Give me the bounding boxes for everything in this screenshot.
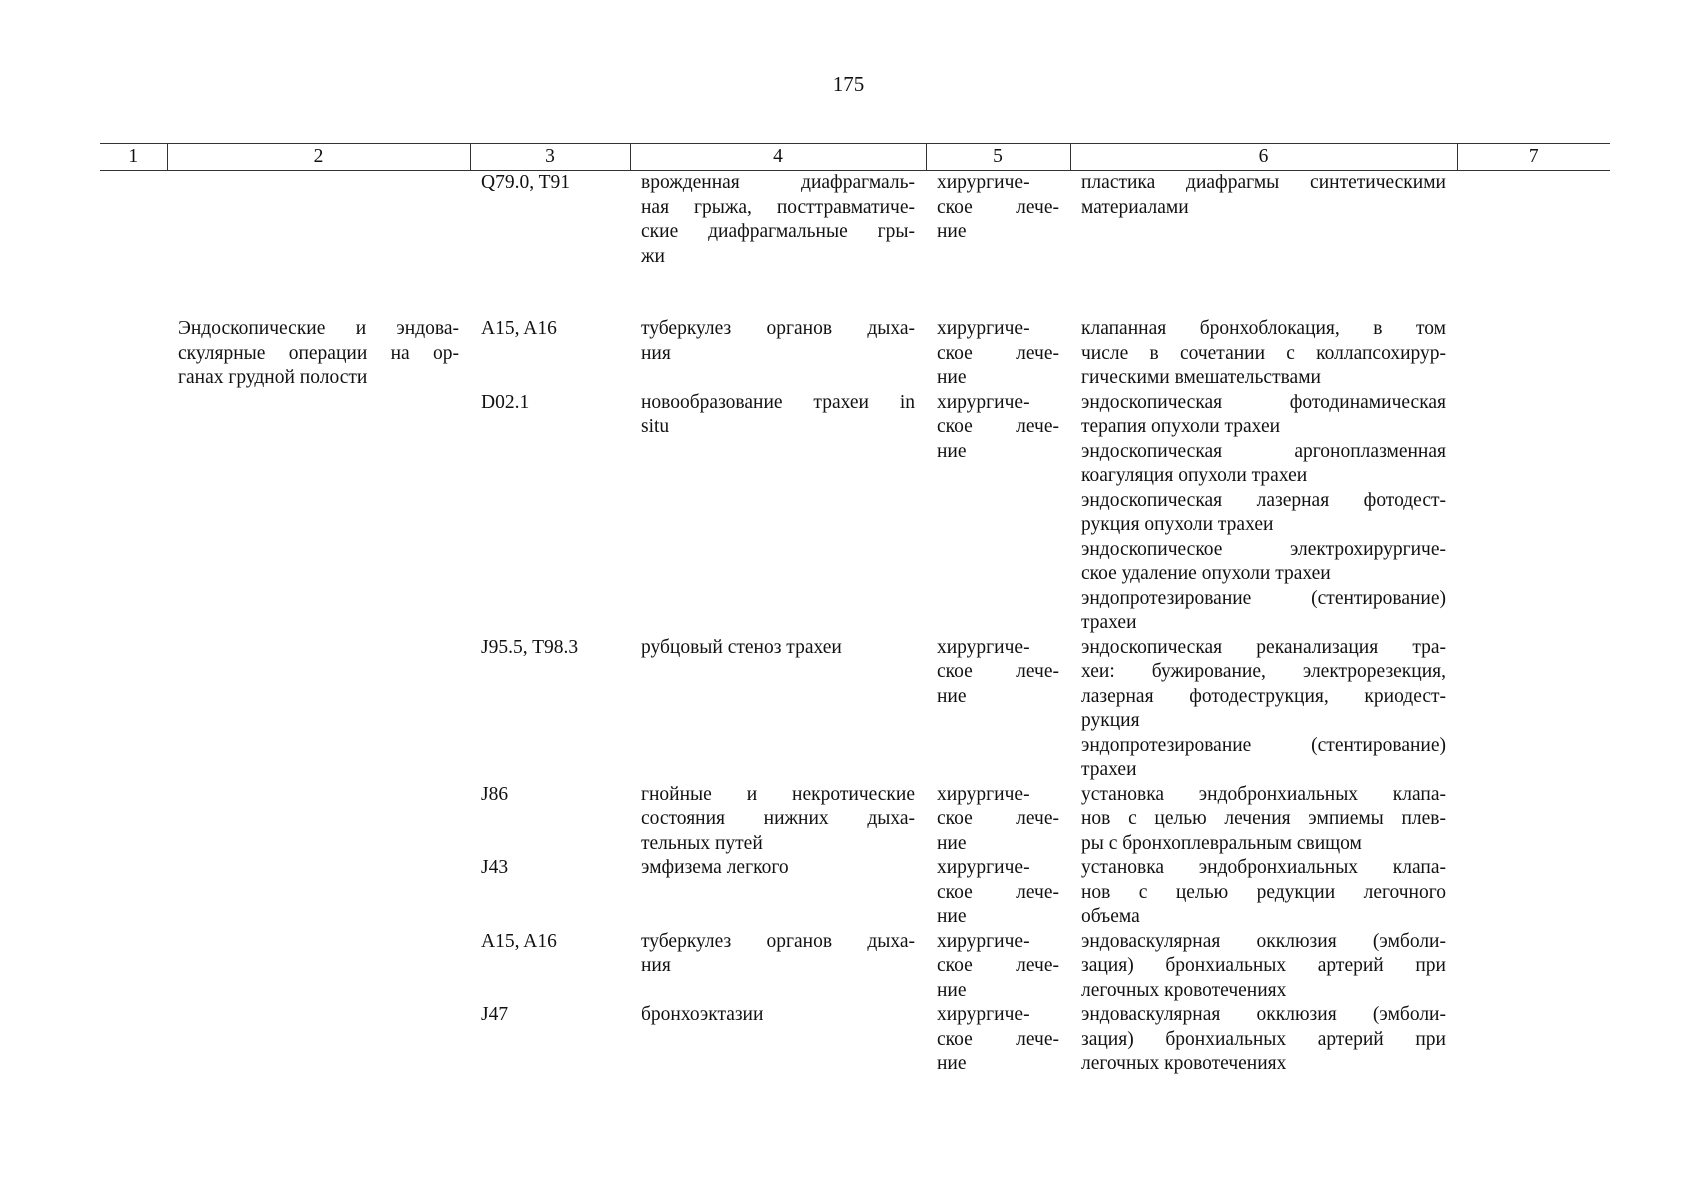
treatment-type-cell [926, 171, 1070, 270]
method-line: трахеи [1081, 612, 1137, 633]
method-line: легочных кровотечениях [1081, 979, 1287, 1001]
method-line: нов с целью редукции легочного [1081, 881, 1446, 903]
diagnosis-line: situ [641, 416, 670, 437]
diagnosis-line: ная грыжа, посттравматиче- [641, 196, 915, 218]
method-cell [1070, 636, 1457, 783]
method-line: рукция [1081, 710, 1140, 731]
num-cell [100, 317, 167, 391]
column-header: 2 [167, 144, 470, 171]
table-row [100, 171, 1610, 270]
diagnosis-line: новообразование трахеи in [641, 391, 915, 413]
treatment-line: ние [937, 906, 967, 927]
method-line: легочных кровотечениях [1081, 1053, 1287, 1074]
diagnosis-line: ния [641, 342, 671, 364]
treatment-line: хирургиче- [937, 857, 1030, 878]
method-line: пластика диафрагмы синтетическими [1081, 172, 1446, 193]
treatment-line: ское лече- [937, 342, 1059, 364]
method-line: трахеи [1081, 759, 1137, 780]
icd-code: A15, A16 [481, 930, 557, 952]
method-line: нов с целью лечения эмпиемы плев- [1081, 808, 1446, 829]
column-header: 6 [1070, 144, 1457, 171]
cost-cell [1457, 856, 1610, 930]
treatment-line: хирургиче- [937, 391, 1030, 413]
medical-care-table [100, 143, 1610, 1077]
treatment-line: ние [937, 367, 967, 388]
column-header: 3 [470, 144, 630, 171]
diagnosis-cell [630, 1003, 926, 1077]
method-line: объема [1081, 906, 1140, 927]
diagnosis-line: ния [641, 955, 671, 976]
method-line: коагуляция опухоли трахеи [1081, 465, 1308, 486]
treatment-line: ние [937, 832, 967, 854]
icd-code: D02.1 [481, 391, 530, 413]
icd-code: J95.5, T98.3 [481, 636, 579, 658]
method-line: числе в сочетании с коллапсохирур- [1081, 342, 1446, 364]
icd-code: J47 [481, 1004, 509, 1025]
cost-cell [1457, 391, 1610, 636]
diagnosis-line: рубцовый стеноз трахеи [641, 636, 842, 658]
cost-cell [1457, 1003, 1610, 1077]
treatment-line: ние [937, 221, 967, 242]
treatment-line: хирургиче- [937, 930, 1030, 952]
method-line: хеи: бужирование, электрорезекция, [1081, 661, 1446, 682]
num-cell [100, 930, 167, 1004]
icd-code: A15, A16 [481, 318, 557, 339]
method-cell [1070, 930, 1457, 1004]
diagnosis-cell [630, 317, 926, 391]
cost-cell [1457, 783, 1610, 857]
method-line: установка эндобронхиальных клапа- [1081, 857, 1446, 878]
diagnosis-cell [630, 856, 926, 930]
diagnosis-line: туберкулез органов дыха- [641, 318, 915, 339]
spacer-row [100, 269, 1610, 317]
diagnosis-cell [630, 391, 926, 636]
treatment-line: ние [937, 979, 967, 1001]
diagnosis-cell [630, 930, 926, 1004]
diagnosis-line: бронхоэктазии [641, 1004, 764, 1025]
column-header: 1 [100, 144, 167, 171]
section-cell [167, 317, 470, 1077]
diagnosis-line: жи [641, 245, 665, 267]
method-line: терапия опухоли трахеи [1081, 416, 1281, 437]
num-cell [100, 856, 167, 930]
icd-code: J43 [481, 857, 509, 878]
method-line: лазерная фотодеструкция, криодест- [1081, 685, 1446, 707]
diagnosis-line: состояния нижних дыха- [641, 808, 915, 829]
cost-cell [1457, 636, 1610, 783]
method-line: рукция опухоли трахеи [1081, 514, 1274, 535]
num-cell [100, 171, 167, 270]
method-line: эндоскопическая лазерная фотодест- [1081, 489, 1446, 511]
diagnosis-cell [630, 636, 926, 783]
treatment-type-cell [926, 1003, 1070, 1077]
diagnosis-cell [630, 783, 926, 857]
section-cell [167, 171, 470, 270]
method-line: эндоскопическая аргоноплазменная [1081, 440, 1446, 462]
method-cell [1070, 1003, 1457, 1077]
diagnosis-line: ские диафрагмальные гры- [641, 221, 915, 242]
method-line: эндоскопическая реканализация тра- [1081, 636, 1446, 658]
cost-cell [1457, 317, 1610, 391]
diagnosis-cell [630, 171, 926, 270]
num-cell [100, 1003, 167, 1077]
treatment-line: хирургиче- [937, 172, 1030, 193]
treatment-line: ское лече- [937, 416, 1059, 437]
treatment-line: хирургиче- [937, 1004, 1030, 1025]
diagnosis-line: гнойные и некротические [641, 783, 915, 805]
table-row [100, 317, 1610, 391]
treatment-line: ние [937, 1053, 967, 1074]
method-cell [1070, 171, 1457, 270]
diagnosis-line: врожденная диафрагмаль- [641, 172, 915, 193]
treatment-line: ское лече- [937, 955, 1059, 976]
page-number: 175 [832, 72, 865, 96]
method-cell [1070, 856, 1457, 930]
method-line: эндоскопическая фотодинамическая [1081, 391, 1446, 413]
method-line: клапанная бронхоблокация, в том [1081, 318, 1446, 339]
treatment-type-cell [926, 930, 1070, 1004]
method-line: ское удаление опухоли трахеи [1081, 563, 1331, 584]
section-title-line: Эндоскопические и эндова- [178, 318, 459, 339]
column-header: 4 [630, 144, 926, 171]
icd-code: J86 [481, 783, 509, 805]
method-cell [1070, 783, 1457, 857]
treatment-line: ское лече- [937, 661, 1059, 682]
num-cell [100, 636, 167, 783]
treatment-line: ское лече- [937, 196, 1059, 218]
treatment-line: ние [937, 440, 967, 462]
method-line: эндопротезирование (стентирование) [1081, 734, 1446, 756]
cost-cell [1457, 171, 1610, 270]
method-line: гическими вмешательствами [1081, 367, 1321, 388]
treatment-type-cell [926, 783, 1070, 857]
treatment-line: ское лече- [937, 881, 1059, 903]
diagnosis-line: туберкулез органов дыха- [641, 930, 915, 952]
section-title-line: скулярные операции на ор- [178, 342, 459, 364]
treatment-line: ское лече- [937, 1028, 1059, 1050]
num-cell [100, 391, 167, 636]
diagnosis-line: эмфизема легкого [641, 857, 789, 878]
treatment-type-cell [926, 391, 1070, 636]
treatment-line: хирургиче- [937, 783, 1030, 805]
treatment-line: хирургиче- [937, 318, 1030, 339]
treatment-type-cell [926, 856, 1070, 930]
treatment-type-cell [926, 636, 1070, 783]
method-line: эндоваскулярная окклюзия (эмболи- [1081, 1004, 1446, 1025]
treatment-line: ние [937, 685, 967, 707]
treatment-type-cell [926, 317, 1070, 391]
method-line: эндоскопическое электрохирургиче- [1081, 538, 1446, 560]
diagnosis-line: тельных путей [641, 832, 763, 854]
treatment-line: ское лече- [937, 808, 1059, 829]
num-cell [100, 783, 167, 857]
method-cell [1070, 391, 1457, 636]
method-line: зация) бронхиальных артерий при [1081, 1028, 1446, 1050]
method-line: эндоваскулярная окклюзия (эмболи- [1081, 930, 1446, 952]
treatment-line: хирургиче- [937, 636, 1030, 658]
method-cell [1070, 317, 1457, 391]
section-title-line: ганах грудной полости [178, 367, 368, 388]
cost-cell [1457, 930, 1610, 1004]
method-line: зация) бронхиальных артерий при [1081, 955, 1446, 976]
method-line: ры с бронхоплевральным свищом [1081, 832, 1362, 854]
method-line: установка эндобронхиальных клапа- [1081, 783, 1446, 805]
method-line: материалами [1081, 196, 1189, 218]
method-line: эндопротезирование (стентирование) [1081, 587, 1446, 609]
icd-code: Q79.0, T91 [481, 172, 571, 193]
column-header: 5 [926, 144, 1070, 171]
column-header: 7 [1457, 144, 1610, 171]
header-row [100, 144, 1610, 171]
